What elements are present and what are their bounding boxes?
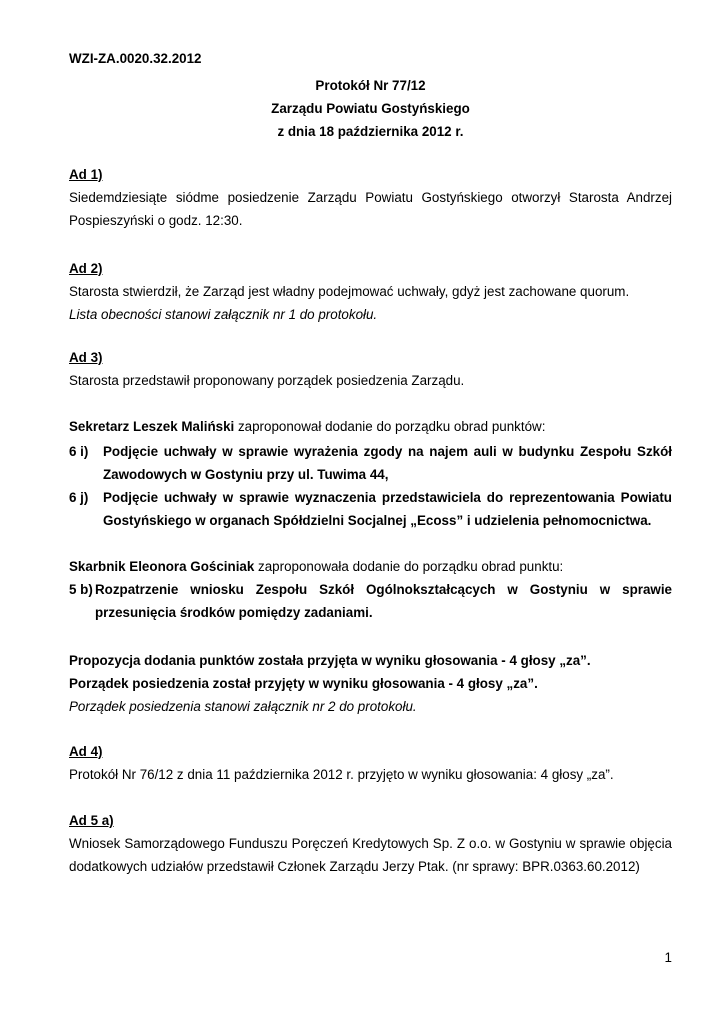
agenda-item-6i <box>69 440 672 486</box>
section-heading-ad2: Ad 2) <box>69 261 103 276</box>
section-text-ad2: Starosta stwierdził, że Zarząd jest władny podejmować uchwały, gdyż jest zachowane quorum. <box>69 284 630 299</box>
agenda-item-number: 6 j) <box>69 490 89 505</box>
attachment-note-ad2: Lista obecności stanowi załącznik nr 1 do protokołu. <box>69 307 378 322</box>
section-text-ad5a: Wniosek Samorządowego Funduszu Poręczeń Kredytowych Sp. Z o.o. w Gostyniu w sprawie objęcia dodatkowych udziałów przedstawił Członek Zarządu Jerzy Ptak. (nr sprawy: BPR.0363.60.2012) <box>69 836 672 874</box>
treasurer-proposal <box>69 555 672 578</box>
section-text-ad3: Starosta przedstawił proponowany porządek posiedzenia Zarządu. <box>69 373 465 388</box>
treasurer-name: Skarbnik Eleonora Gościniak <box>69 559 255 574</box>
document-subtitle-board: Zarządu Powiatu Gostyńskiego <box>271 101 470 116</box>
agenda-item-number: 5 b) <box>69 582 93 597</box>
agenda-item-text: Podjęcie uchwały w sprawie wyrażenia zgody na najem auli w budynku Zespołu Szkół Zawodowych w Gostyniu przy ul. Tuwima 44, <box>103 444 672 482</box>
section-text-ad1: Siedemdziesiąte siódme posiedzenie Zarządu Powiatu Gostyńskiego otworzył Starosta Andrzej Pospieszyński o godz. 12:30. <box>69 190 672 228</box>
page-number: 1 <box>664 950 672 965</box>
document-title: Protokół Nr 77/12 <box>315 78 426 93</box>
document-subtitle-date: z dnia 18 października 2012 r. <box>277 124 464 139</box>
secretary-proposal <box>69 415 672 438</box>
secretary-proposal-text: zaproponował dodanie do porządku obrad punktów: <box>234 419 546 434</box>
section-heading-ad5a: Ad 5 a) <box>69 813 114 828</box>
vote-result-agenda: Porządek posiedzenia został przyjęty w wyniku głosowania - 4 głosy „za”. <box>69 676 538 691</box>
agenda-item-text: Podjęcie uchwały w sprawie wyznaczenia przedstawiciela do reprezentowania Powiatu Gostyńskiego w organach Spółdzielni Socjalnej „Ecoss” i udzielenia pełnomocnictwa. <box>103 490 672 528</box>
section-heading-ad4: Ad 4) <box>69 744 103 759</box>
agenda-item-number: 6 i) <box>69 444 89 459</box>
section-text-ad4: Protokół Nr 76/12 z dnia 11 października 2012 r. przyjęto w wyniku głosowania: 4 głosy „za”. <box>69 767 614 782</box>
attachment-note-ad3: Porządek posiedzenia stanowi załącznik nr 2 do protokołu. <box>69 699 417 714</box>
vote-result-additions: Propozycja dodania punktów została przyjęta w wyniku głosowania - 4 głosy „za”. <box>69 653 591 668</box>
section-heading-ad3: Ad 3) <box>69 350 103 365</box>
secretary-name: Sekretarz Leszek Maliński <box>69 419 235 434</box>
treasurer-proposal-text: zaproponowała dodanie do porządku obrad punktu: <box>254 559 564 574</box>
document-reference: WZI-ZA.0020.32.2012 <box>69 51 202 66</box>
agenda-item-6j <box>69 486 672 532</box>
agenda-item-text: Rozpatrzenie wniosku Zespołu Szkół Ogólnokształcących w Gostyniu w sprawie przesunięcia środków pomiędzy zadaniami. <box>95 582 672 620</box>
section-heading-ad1: Ad 1) <box>69 167 103 182</box>
agenda-item-5b <box>69 578 672 624</box>
